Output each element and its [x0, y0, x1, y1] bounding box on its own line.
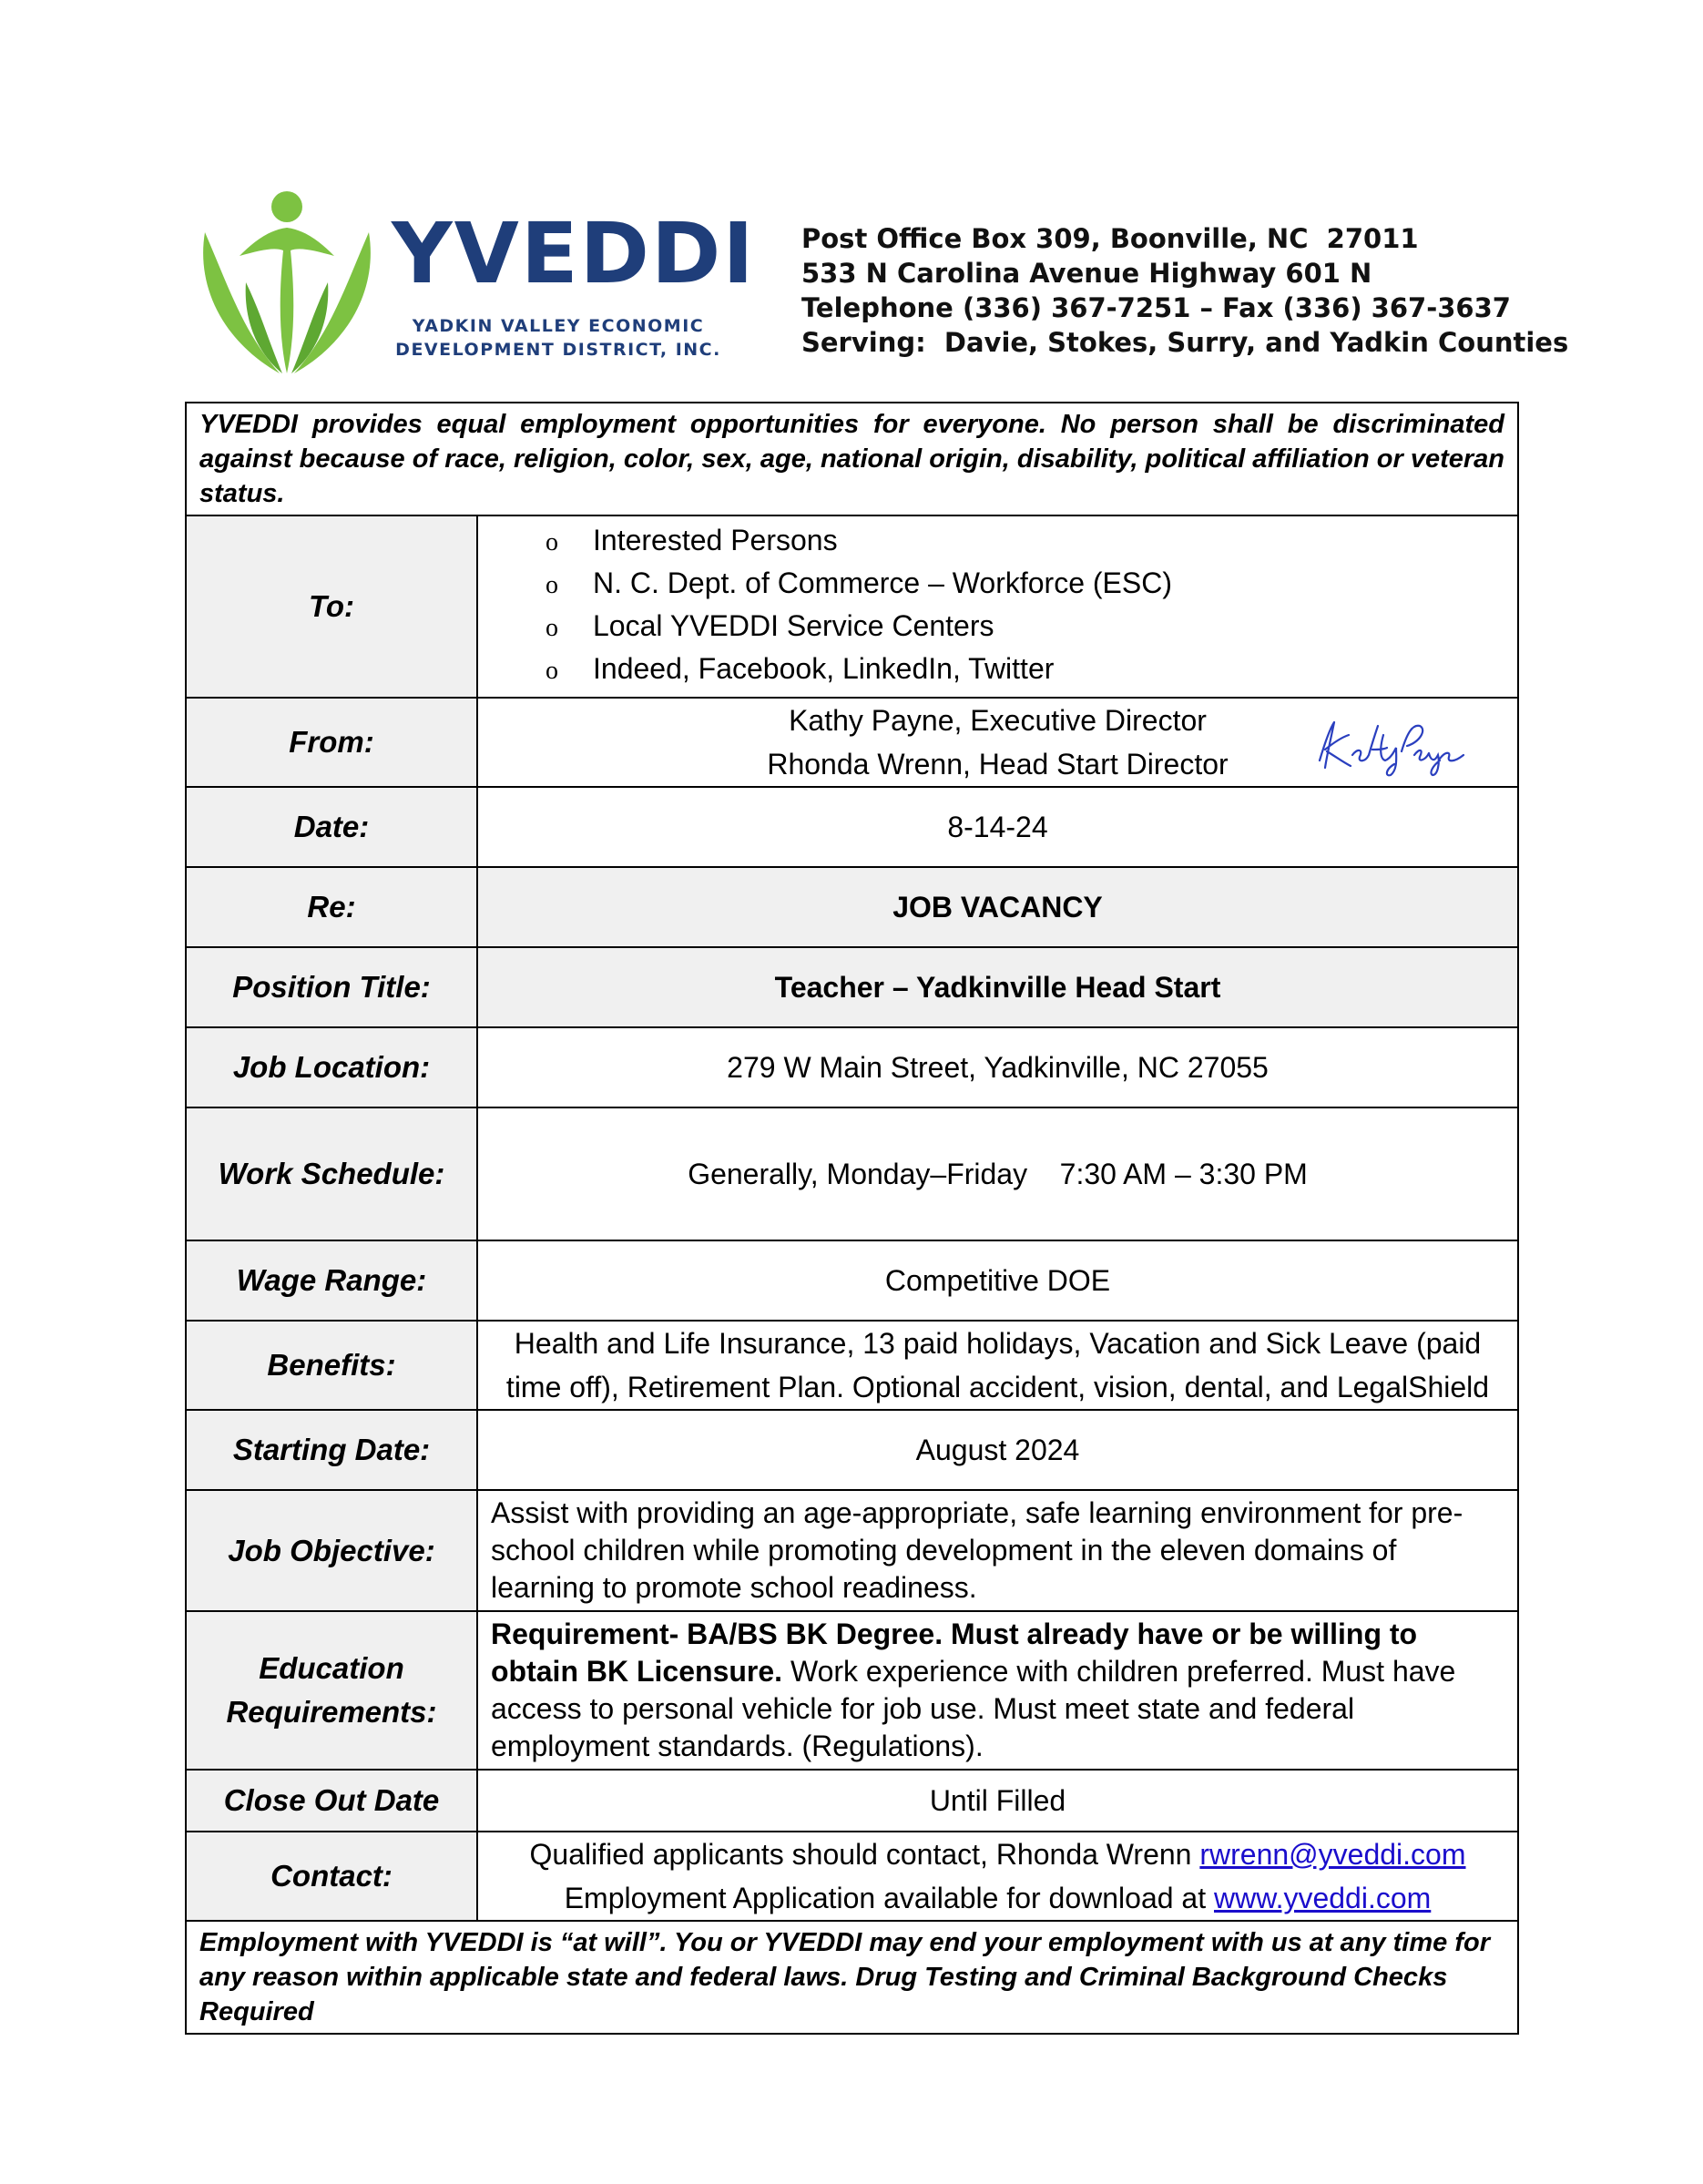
job-location-value: 279 W Main Street, Yadkinville, NC 27055: [477, 1027, 1518, 1107]
list-item: o Interested Persons: [546, 524, 838, 556]
row-starting-date: [186, 1410, 1518, 1490]
eeo-notice: YVEDDI provides equal employment opportunities for everyone. No person shall be discriminated against because of race, religion, color, sex, age, national origin, disability, political affiliation or veteran status.: [186, 403, 1518, 515]
row-benefits: [186, 1321, 1518, 1410]
organization-full-name: YADKIN VALLEY ECONOMIC DEVELOPMENT DISTRICT, INC.: [395, 316, 721, 360]
education-requirements-value: [477, 1611, 1518, 1770]
row-re: [186, 867, 1518, 947]
row-from: [186, 698, 1518, 787]
row-education-requirements: [186, 1611, 1518, 1770]
row-work-schedule: [186, 1107, 1518, 1240]
list-item: o N. C. Dept. of Commerce – Workforce (ESC): [546, 566, 1172, 599]
date-label: Date:: [186, 787, 477, 867]
benefits-label: Benefits:: [186, 1321, 477, 1410]
from-line-head-start-director: Rhonda Wrenn, Head Start Director: [767, 748, 1229, 781]
list-item: o Indeed, Facebook, LinkedIn, Twitter: [546, 652, 1055, 685]
at-will-notice-row: [186, 1921, 1518, 2034]
starting-date-value: August 2024: [477, 1410, 1518, 1490]
from-value: [477, 698, 1518, 787]
position-title-label: Position Title:: [186, 947, 477, 1027]
from-line-executive-director: Kathy Payne, Executive Director: [789, 704, 1207, 737]
position-title-value: Teacher – Yadkinville Head Start: [477, 947, 1518, 1027]
list-item: o Local YVEDDI Service Centers: [546, 609, 994, 642]
job-objective-value: Assist with providing an age-appropriate, safe learning environment for pre-school children while promoting development in the eleven domains of learning to promote school readiness.: [477, 1490, 1518, 1611]
brand-name: YVEDDI: [392, 205, 756, 302]
work-schedule-label: Work Schedule:: [186, 1107, 477, 1240]
yveddi-leaf-person-icon: [196, 187, 378, 378]
to-label: To:: [186, 515, 477, 698]
re-value: JOB VACANCY: [477, 867, 1518, 947]
row-wage-range: [186, 1240, 1518, 1321]
close-out-date-value: Until Filled: [477, 1770, 1518, 1832]
contact-value: [477, 1832, 1518, 1921]
date-value: 8-14-24: [477, 787, 1518, 867]
eeo-notice-row: [186, 403, 1518, 515]
row-job-objective: [186, 1490, 1518, 1611]
job-objective-label: Job Objective:: [186, 1490, 477, 1611]
contact-email-link[interactable]: rwrenn@yveddi.com: [1199, 1838, 1466, 1871]
row-date: [186, 787, 1518, 867]
starting-date-label: Starting Date:: [186, 1410, 477, 1490]
row-close-out-date: [186, 1770, 1518, 1832]
row-to: [186, 515, 1518, 698]
letterhead-address: Post Office Box 309, Boonville, NC 27011 533 N Carolina Avenue Highway 601 N Telephone (336) 367-7251 – Fax (336) 367-3637 Serving: Davie, Stokes, Surry, and Yadkin Counties: [801, 223, 1569, 358]
job-posting-table: [185, 402, 1519, 2035]
re-label: Re:: [186, 867, 477, 947]
yveddi-logo: [196, 187, 756, 378]
row-position-title: [186, 947, 1518, 1027]
contact-line: Qualified applicants should contact, Rhonda Wrenn rwrenn@yveddi.com: [529, 1838, 1466, 1871]
application-line: Employment Application available for download at www.yveddi.com: [564, 1882, 1432, 1914]
wage-range-value: Competitive DOE: [477, 1240, 1518, 1321]
from-label: From:: [186, 698, 477, 787]
row-contact: [186, 1832, 1518, 1921]
row-job-location: [186, 1027, 1518, 1107]
to-value: [477, 515, 1518, 698]
distribution-list: [478, 516, 1517, 697]
benefits-value: Health and Life Insurance, 13 paid holidays, Vacation and Sick Leave (paid time off), Retirement Plan. Optional accident, vision, dental, and LegalShield: [477, 1321, 1518, 1410]
website-link[interactable]: www.yveddi.com: [1214, 1882, 1432, 1914]
signature-image: [1312, 715, 1472, 779]
contact-label: Contact:: [186, 1832, 477, 1921]
at-will-notice: Employment with YVEDDI is “at will”. You or YVEDDI may end your employment with us at any time for any reason within applicable state and federal laws. Drug Testing and Criminal Background Checks Required: [186, 1921, 1518, 2034]
education-requirement-rest: Work experience with children preferred. Must have access to personal vehicle for job use. Must meet state and federal employment standards. (Regulations).: [491, 1655, 1456, 1762]
wage-range-label: Wage Range:: [186, 1240, 477, 1321]
education-requirements-label: Education Requirements:: [186, 1611, 477, 1770]
work-schedule-value: Generally, Monday–Friday 7:30 AM – 3:30 PM: [477, 1107, 1518, 1240]
education-requirement-bold: Requirement- BA/BS BK Degree. Must already have or be willing to obtain BK Licensure.: [491, 1618, 1418, 1688]
close-out-date-label: Close Out Date: [186, 1770, 477, 1832]
job-location-label: Job Location:: [186, 1027, 477, 1107]
